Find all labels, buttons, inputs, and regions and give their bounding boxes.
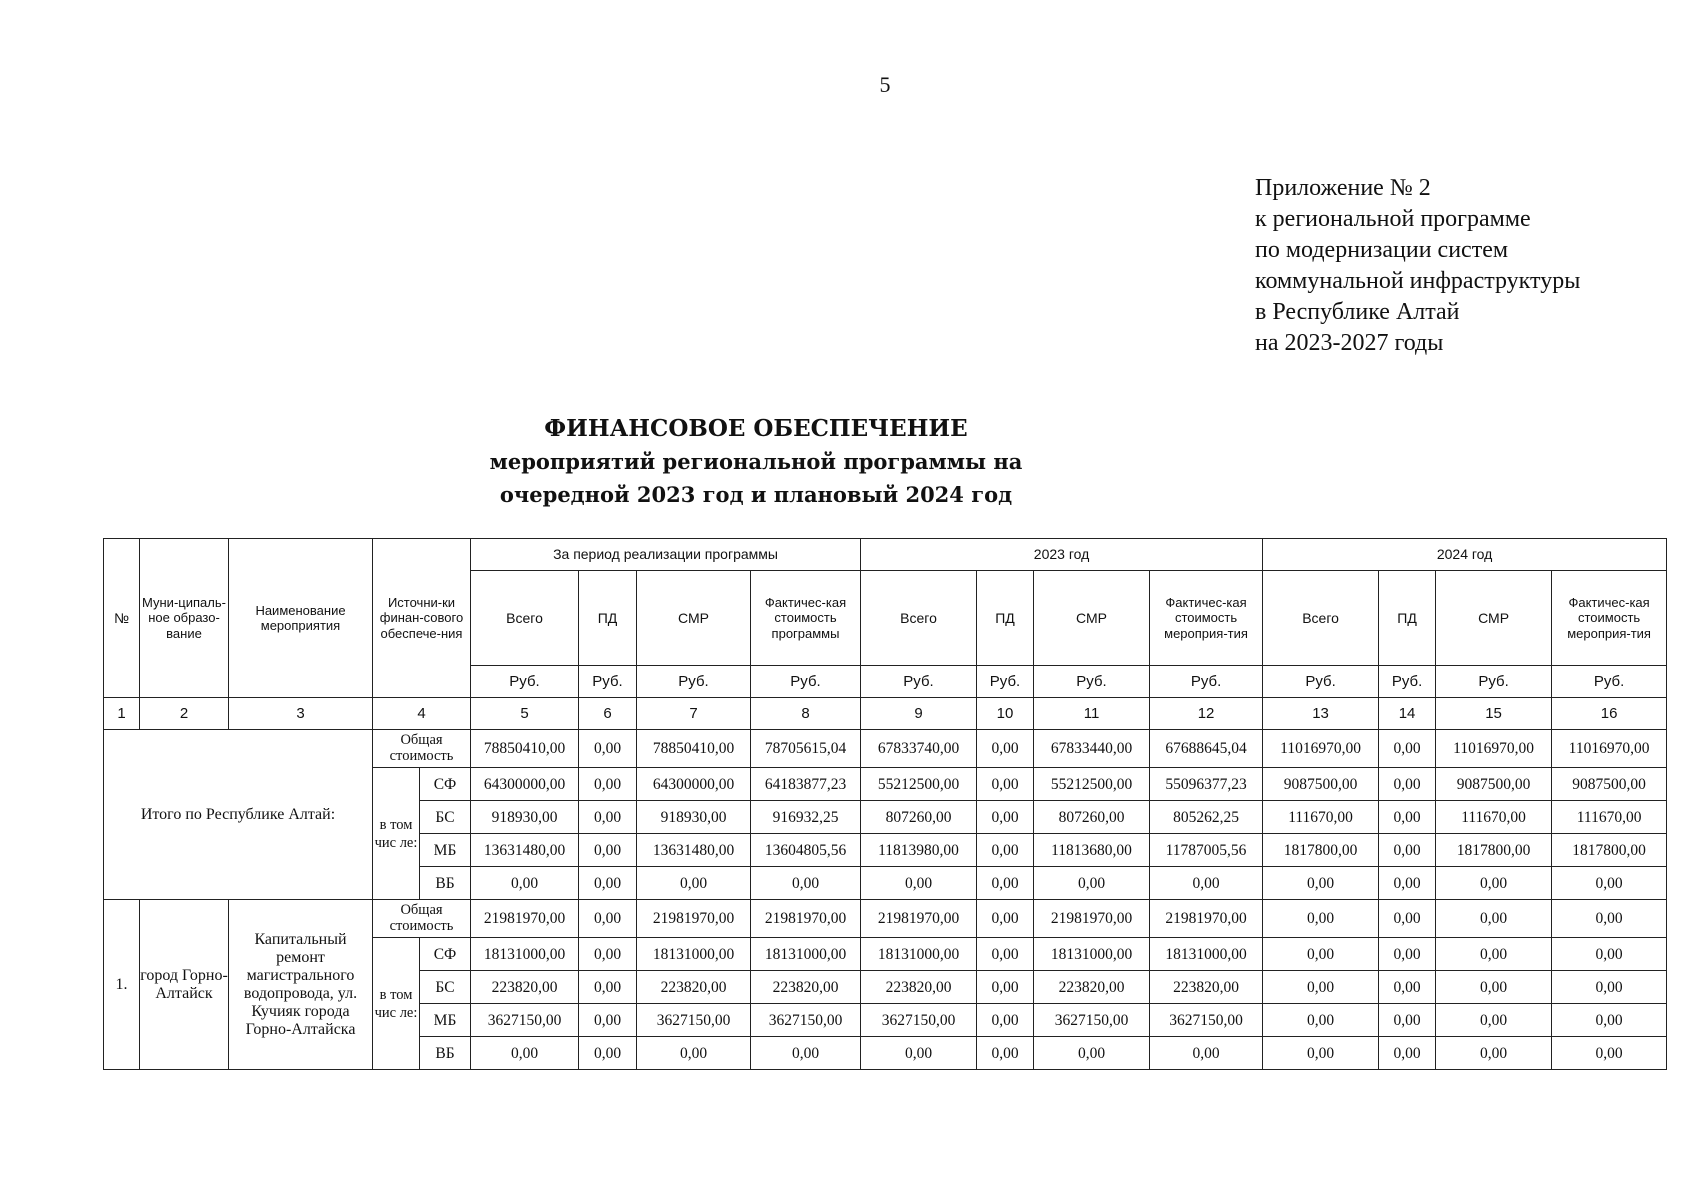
- value-cell: 0,00: [1436, 971, 1552, 1004]
- value-cell: 13631480,00: [637, 834, 751, 867]
- value-cell: 0,00: [471, 1037, 579, 1070]
- value-cell: 21981970,00: [751, 900, 861, 938]
- value-cell: 0,00: [1379, 834, 1436, 867]
- value-cell: 0,00: [579, 801, 637, 834]
- unit-cell: Руб.: [977, 666, 1034, 698]
- value-cell: 18131000,00: [751, 938, 861, 971]
- value-cell: 0,00: [977, 730, 1034, 768]
- column-number: 7: [637, 698, 751, 730]
- value-cell: 64183877,23: [751, 768, 861, 801]
- value-cell: 11016970,00: [1263, 730, 1379, 768]
- column-number: 13: [1263, 698, 1379, 730]
- value-cell: 0,00: [1379, 867, 1436, 900]
- value-cell: 21981970,00: [471, 900, 579, 938]
- value-cell: 11016970,00: [1436, 730, 1552, 768]
- title-line-2: мероприятий региональной программы на: [489, 449, 1023, 474]
- value-cell: 0,00: [579, 971, 637, 1004]
- value-cell: 0,00: [1552, 938, 1667, 971]
- source-cell: СФ: [420, 768, 471, 801]
- value-cell: 64300000,00: [637, 768, 751, 801]
- value-cell: 13631480,00: [471, 834, 579, 867]
- value-cell: 111670,00: [1552, 801, 1667, 834]
- value-cell: 0,00: [1379, 768, 1436, 801]
- source-cell: Общая стоимость: [373, 900, 471, 938]
- value-cell: 0,00: [1150, 1037, 1263, 1070]
- value-cell: 0,00: [1379, 730, 1436, 768]
- value-cell: 223820,00: [1034, 971, 1150, 1004]
- column-number: 6: [579, 698, 637, 730]
- value-cell: 223820,00: [1150, 971, 1263, 1004]
- value-cell: 918930,00: [637, 801, 751, 834]
- value-cell: 11813980,00: [861, 834, 977, 867]
- summary-label: Итого по Республике Алтай:: [104, 730, 373, 900]
- header-fact-program: Фактичес-кая стоимость программы: [751, 571, 861, 666]
- value-cell: 0,00: [1379, 971, 1436, 1004]
- value-cell: 807260,00: [1034, 801, 1150, 834]
- appendix-line: коммунальной инфраструктуры: [1255, 268, 1581, 294]
- value-cell: 0,00: [1263, 1004, 1379, 1037]
- value-cell: 0,00: [977, 867, 1034, 900]
- column-number-row: [104, 698, 1667, 730]
- source-cell: БС: [420, 971, 471, 1004]
- value-cell: 67833440,00: [1034, 730, 1150, 768]
- value-cell: 223820,00: [751, 971, 861, 1004]
- value-cell: 3627150,00: [1150, 1004, 1263, 1037]
- value-cell: 3627150,00: [1034, 1004, 1150, 1037]
- unit-cell: Руб.: [1263, 666, 1379, 698]
- value-cell: 111670,00: [1263, 801, 1379, 834]
- unit-cell: Руб.: [751, 666, 861, 698]
- value-cell: 0,00: [977, 834, 1034, 867]
- value-cell: 0,00: [579, 1004, 637, 1037]
- appendix-note: [1255, 173, 1580, 359]
- value-cell: 0,00: [579, 867, 637, 900]
- value-cell: 0,00: [1436, 867, 1552, 900]
- value-cell: 0,00: [1034, 867, 1150, 900]
- column-number: 3: [229, 698, 373, 730]
- value-cell: 21981970,00: [1150, 900, 1263, 938]
- value-cell: 0,00: [751, 867, 861, 900]
- header-pd: ПД: [579, 571, 637, 666]
- value-cell: 3627150,00: [637, 1004, 751, 1037]
- header-smr: СМР: [1436, 571, 1552, 666]
- header-fact-event: Фактичес-кая стоимость мероприя-тия: [1552, 571, 1667, 666]
- header-sources: Источни-ки финан-сового обеспече-ния: [373, 539, 471, 698]
- value-cell: 807260,00: [861, 801, 977, 834]
- header-smr: СМР: [1034, 571, 1150, 666]
- value-cell: 0,00: [1552, 1037, 1667, 1070]
- including-label: в том чис ле:: [373, 768, 420, 900]
- value-cell: 0,00: [1436, 1037, 1552, 1070]
- value-cell: 0,00: [977, 801, 1034, 834]
- value-cell: 0,00: [637, 867, 751, 900]
- header-pd: ПД: [1379, 571, 1436, 666]
- value-cell: 55096377,23: [1150, 768, 1263, 801]
- financing-table: [103, 538, 1667, 1070]
- unit-cell: Руб.: [471, 666, 579, 698]
- value-cell: 64300000,00: [471, 768, 579, 801]
- appendix-line: в Республике Алтай: [1255, 299, 1460, 325]
- item-number: 1.: [104, 900, 140, 1070]
- value-cell: 0,00: [751, 1037, 861, 1070]
- value-cell: 18131000,00: [1150, 938, 1263, 971]
- header-total: Всего: [861, 571, 977, 666]
- value-cell: 0,00: [1263, 971, 1379, 1004]
- source-cell: СФ: [420, 938, 471, 971]
- table-row: [104, 900, 1667, 938]
- source-cell: ВБ: [420, 1037, 471, 1070]
- unit-cell: Руб.: [1436, 666, 1552, 698]
- column-number: 11: [1034, 698, 1150, 730]
- header-no: №: [104, 539, 140, 698]
- value-cell: 0,00: [579, 1037, 637, 1070]
- value-cell: 78705615,04: [751, 730, 861, 768]
- value-cell: 223820,00: [861, 971, 977, 1004]
- table-row: [104, 730, 1667, 768]
- source-cell: Общая стоимость: [373, 730, 471, 768]
- value-cell: 916932,25: [751, 801, 861, 834]
- value-cell: 0,00: [1436, 900, 1552, 938]
- column-number: 1: [104, 698, 140, 730]
- header-pd: ПД: [977, 571, 1034, 666]
- value-cell: 0,00: [977, 900, 1034, 938]
- header-event-name: Наименование мероприятия: [229, 539, 373, 698]
- item-municipality: город Горно-Алтайск: [140, 900, 229, 1070]
- source-cell: БС: [420, 801, 471, 834]
- title-line-1: ФИНАНСОВОЕ ОБЕСПЕЧЕНИЕ: [544, 415, 968, 442]
- value-cell: 11016970,00: [1552, 730, 1667, 768]
- value-cell: 0,00: [977, 938, 1034, 971]
- unit-cell: Руб.: [1552, 666, 1667, 698]
- source-cell: ВБ: [420, 867, 471, 900]
- value-cell: 223820,00: [637, 971, 751, 1004]
- header-2023: 2023 год: [861, 539, 1263, 571]
- header-smr: СМР: [637, 571, 751, 666]
- value-cell: 55212500,00: [1034, 768, 1150, 801]
- value-cell: 0,00: [1034, 1037, 1150, 1070]
- column-number: 12: [1150, 698, 1263, 730]
- value-cell: 0,00: [1263, 938, 1379, 971]
- value-cell: 18131000,00: [637, 938, 751, 971]
- value-cell: 0,00: [1552, 900, 1667, 938]
- value-cell: 0,00: [977, 768, 1034, 801]
- column-number: 4: [373, 698, 471, 730]
- document-title: [489, 412, 1023, 511]
- value-cell: 1817800,00: [1436, 834, 1552, 867]
- value-cell: 0,00: [579, 900, 637, 938]
- appendix-line: по модернизации систем: [1255, 237, 1509, 263]
- value-cell: 0,00: [1379, 900, 1436, 938]
- value-cell: 0,00: [1436, 1004, 1552, 1037]
- value-cell: 223820,00: [471, 971, 579, 1004]
- value-cell: 0,00: [977, 1004, 1034, 1037]
- value-cell: 78850410,00: [471, 730, 579, 768]
- value-cell: 0,00: [579, 938, 637, 971]
- value-cell: 78850410,00: [637, 730, 751, 768]
- item-event-name: Капитальный ремонт магистрального водопровода, ул. Кучияк города Горно-Алтайска: [229, 900, 373, 1070]
- column-number: 14: [1379, 698, 1436, 730]
- value-cell: 0,00: [977, 971, 1034, 1004]
- value-cell: 0,00: [1552, 971, 1667, 1004]
- unit-cell: Руб.: [1379, 666, 1436, 698]
- value-cell: 0,00: [637, 1037, 751, 1070]
- value-cell: 1817800,00: [1263, 834, 1379, 867]
- value-cell: 0,00: [1552, 1004, 1667, 1037]
- unit-cell: Руб.: [861, 666, 977, 698]
- value-cell: 21981970,00: [637, 900, 751, 938]
- value-cell: 0,00: [1379, 1004, 1436, 1037]
- header-fact-event: Фактичес-кая стоимость мероприя-тия: [1150, 571, 1263, 666]
- value-cell: 21981970,00: [861, 900, 977, 938]
- value-cell: 0,00: [1379, 938, 1436, 971]
- header-total: Всего: [471, 571, 579, 666]
- column-number: 10: [977, 698, 1034, 730]
- unit-cell: Руб.: [637, 666, 751, 698]
- value-cell: 0,00: [579, 768, 637, 801]
- source-cell: МБ: [420, 1004, 471, 1037]
- value-cell: 3627150,00: [751, 1004, 861, 1037]
- header-total: Всего: [1263, 571, 1379, 666]
- value-cell: 0,00: [1379, 1037, 1436, 1070]
- value-cell: 111670,00: [1436, 801, 1552, 834]
- value-cell: 0,00: [1436, 938, 1552, 971]
- column-number: 15: [1436, 698, 1552, 730]
- value-cell: 0,00: [1150, 867, 1263, 900]
- value-cell: 9087500,00: [1263, 768, 1379, 801]
- appendix-line: Приложение № 2: [1255, 175, 1431, 201]
- value-cell: 0,00: [579, 834, 637, 867]
- value-cell: 0,00: [861, 867, 977, 900]
- column-number: 2: [140, 698, 229, 730]
- value-cell: 0,00: [1379, 801, 1436, 834]
- source-cell: МБ: [420, 834, 471, 867]
- value-cell: 918930,00: [471, 801, 579, 834]
- value-cell: 0,00: [1263, 900, 1379, 938]
- unit-cell: Руб.: [579, 666, 637, 698]
- value-cell: 3627150,00: [861, 1004, 977, 1037]
- value-cell: 9087500,00: [1552, 768, 1667, 801]
- column-number: 8: [751, 698, 861, 730]
- column-number: 5: [471, 698, 579, 730]
- appendix-line: к региональной программе: [1255, 206, 1531, 232]
- value-cell: 18131000,00: [1034, 938, 1150, 971]
- value-cell: 1817800,00: [1552, 834, 1667, 867]
- value-cell: 9087500,00: [1436, 768, 1552, 801]
- unit-cell: Руб.: [1034, 666, 1150, 698]
- value-cell: 67833740,00: [861, 730, 977, 768]
- value-cell: 0,00: [579, 730, 637, 768]
- value-cell: 11813680,00: [1034, 834, 1150, 867]
- value-cell: 0,00: [1552, 867, 1667, 900]
- value-cell: 13604805,56: [751, 834, 861, 867]
- value-cell: 0,00: [1263, 1037, 1379, 1070]
- value-cell: 805262,25: [1150, 801, 1263, 834]
- title-line-3: очередной 2023 год и плановый 2024 год: [499, 482, 1013, 507]
- value-cell: 3627150,00: [471, 1004, 579, 1037]
- column-number: 16: [1552, 698, 1667, 730]
- value-cell: 18131000,00: [861, 938, 977, 971]
- value-cell: 0,00: [861, 1037, 977, 1070]
- header-municipality: Муни-ципаль-ное образо-вание: [140, 539, 229, 698]
- value-cell: 11787005,56: [1150, 834, 1263, 867]
- value-cell: 0,00: [977, 1037, 1034, 1070]
- value-cell: 0,00: [471, 867, 579, 900]
- header-period: За период реализации программы: [471, 539, 861, 571]
- column-number: 9: [861, 698, 977, 730]
- unit-cell: Руб.: [1150, 666, 1263, 698]
- page-number: 5: [879, 72, 891, 97]
- value-cell: 18131000,00: [471, 938, 579, 971]
- value-cell: 67688645,04: [1150, 730, 1263, 768]
- header-2024: 2024 год: [1263, 539, 1667, 571]
- appendix-line: на 2023-2027 годы: [1255, 330, 1444, 356]
- value-cell: 21981970,00: [1034, 900, 1150, 938]
- value-cell: 0,00: [1263, 867, 1379, 900]
- value-cell: 55212500,00: [861, 768, 977, 801]
- including-label: в том чис ле:: [373, 938, 420, 1070]
